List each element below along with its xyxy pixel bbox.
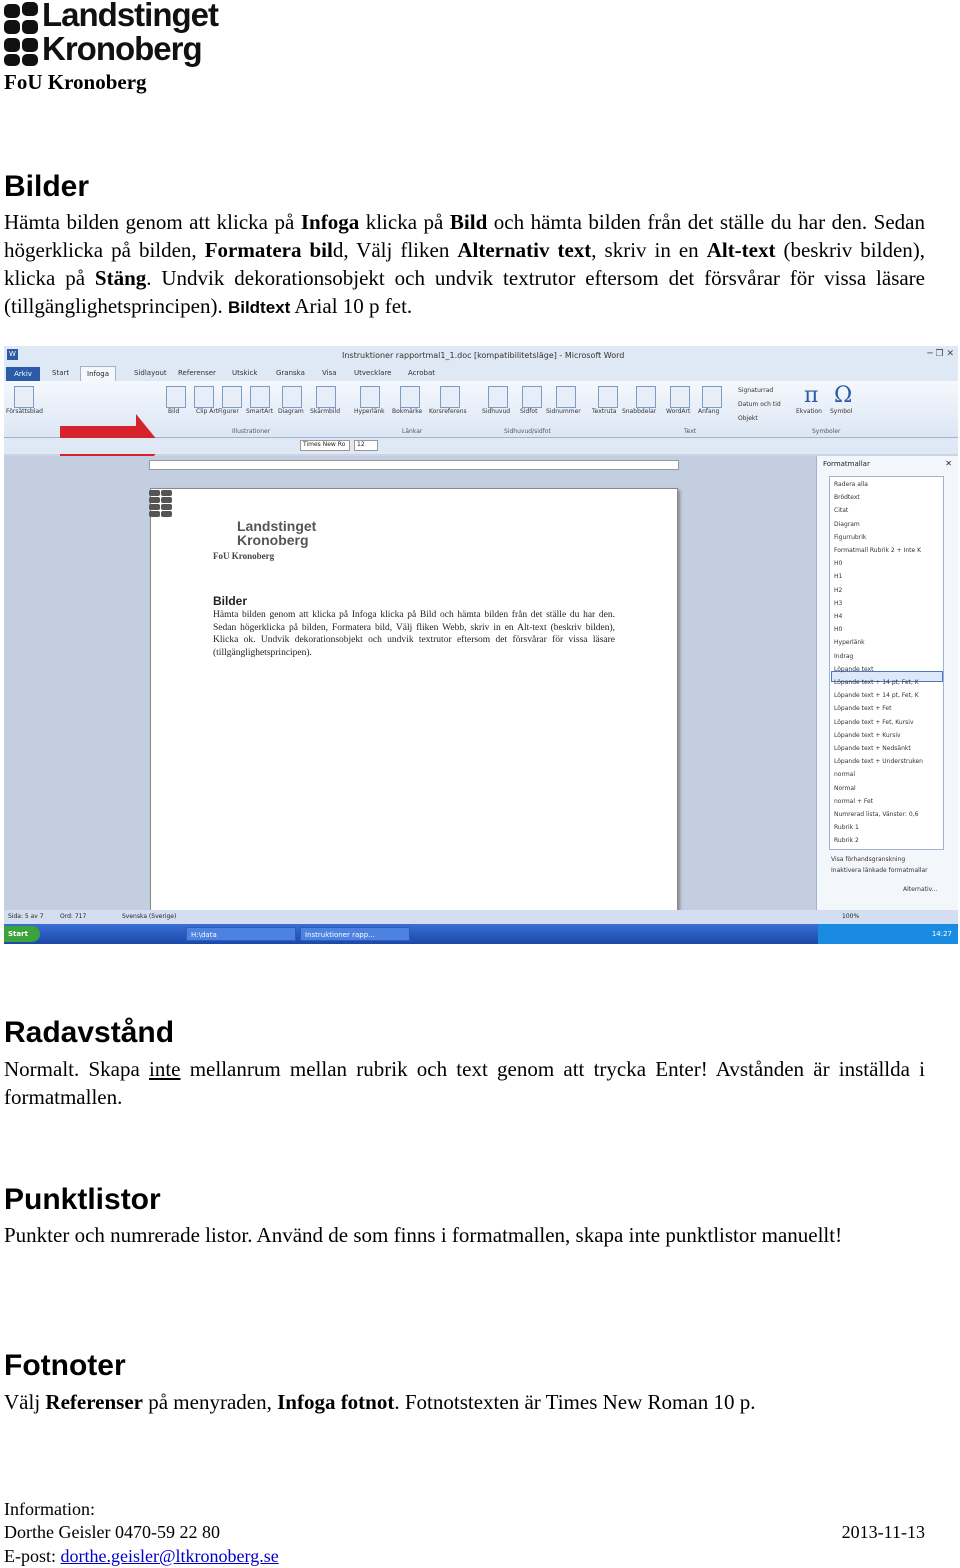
btn-snabbdelar[interactable]: Snabbdelar: [622, 408, 657, 415]
text: . Undvik dekorationsobjekt och undvik textrutor eftersom det försvårar för vissa läsare (tillgänglighetsprincipen).: [4, 266, 925, 318]
tab-sidlayout[interactable]: Sidlayout: [134, 369, 167, 377]
font-name-box[interactable]: Times New Ro: [300, 440, 350, 451]
footer-date: 2013-11-13: [841, 1522, 925, 1542]
header-icon: [488, 386, 508, 408]
radavstand-paragraph: [4, 1055, 925, 1111]
styles-pane: [816, 456, 958, 910]
heading-radavstand: Radavstånd: [4, 1016, 175, 1049]
quick-access-toolbar: [4, 438, 958, 454]
hyperlink-icon: [360, 386, 380, 408]
footer-info: Information:: [4, 1499, 95, 1519]
btn-diagram[interactable]: Diagram: [278, 408, 304, 415]
btn-sidnummer[interactable]: Sidnummer: [546, 408, 581, 415]
taskbar-item-word[interactable]: Instruktioner rapp...: [300, 927, 410, 941]
styles-pane-title: Formatmallar: [823, 460, 870, 468]
style-item[interactable]: Löpande text + Understruken: [834, 758, 923, 766]
btn-signaturrad[interactable]: Signaturrad: [738, 387, 774, 394]
style-item[interactable]: Citat: [834, 507, 849, 515]
bold-text: Bild: [449, 210, 488, 234]
tab-acrobat[interactable]: Acrobat: [408, 369, 435, 377]
options-link[interactable]: Alternativ...: [903, 886, 938, 893]
title-bar: [4, 346, 958, 366]
style-item[interactable]: Diagram: [834, 520, 860, 528]
style-item[interactable]: Rubrik 2: [834, 837, 859, 845]
text: , skriv in en: [591, 238, 707, 262]
btn-bokmarke[interactable]: Bokmärke: [392, 408, 423, 415]
bilder-paragraph: [4, 208, 925, 322]
text: Hämta bilden genom att klicka på: [4, 210, 301, 234]
text: på menyraden,: [142, 1390, 278, 1414]
style-item[interactable]: H2: [834, 586, 843, 594]
quickparts-icon: [636, 386, 656, 408]
btn-smartart[interactable]: SmartArt: [246, 408, 274, 415]
btn-ekvation[interactable]: Ekvation: [796, 408, 822, 415]
style-item[interactable]: Numrerad lista, Vänster: 0,6: [834, 811, 919, 818]
crossref-icon: [440, 386, 460, 408]
style-item[interactable]: Normal: [834, 784, 856, 792]
style-item[interactable]: Löpande text: [834, 665, 874, 673]
style-item[interactable]: Löpande text + 14 pt, Fet, K: [834, 692, 919, 700]
logo: [4, 2, 254, 70]
style-item[interactable]: Löpande text + Nedsänkt: [834, 745, 911, 752]
bold-text: Formatera bil: [204, 238, 333, 262]
clipart-icon: [194, 386, 214, 408]
text: Arial 10 p fet.: [290, 294, 413, 318]
tab-utskick[interactable]: Utskick: [232, 369, 258, 377]
btn-bild[interactable]: Bild: [168, 408, 180, 415]
style-item[interactable]: Formatmall Rubrik 2 + Inte K: [834, 547, 922, 554]
underlined-text: inte: [148, 1057, 181, 1081]
logo-mark-icon: [4, 2, 40, 68]
text: och hämta bilden från det ställe du har den. Sedan högerklicka på bilden,: [4, 210, 926, 262]
btn-forsattsblad[interactable]: Försättsblad: [6, 408, 43, 415]
org-name: FoU Kronoberg: [4, 70, 147, 94]
group-symboler: Symboler: [812, 428, 841, 435]
taskbar-clock: 14:27: [818, 924, 958, 944]
group-lankar: Länkar: [402, 428, 423, 435]
status-page: Sida: 5 av 7: [8, 913, 44, 920]
footer-icon: [522, 386, 542, 408]
mini-logo-mark-icon: [149, 490, 173, 518]
tab-referenser[interactable]: Referenser: [178, 369, 216, 377]
style-item[interactable]: Löpande text + 14 pt, Fet, K: [834, 679, 919, 686]
btn-sidhuvud[interactable]: Sidhuvud: [482, 408, 511, 415]
shapes-icon: [222, 386, 242, 408]
style-item[interactable]: Indrag: [834, 652, 854, 660]
taskbar-item-data[interactable]: H:\data: [186, 927, 296, 941]
start-button[interactable]: Start: [4, 926, 40, 942]
text: d, Välj fliken: [332, 238, 458, 262]
wordart-icon: [670, 386, 690, 408]
bookmark-icon: [400, 386, 420, 408]
style-item[interactable]: H0: [834, 626, 843, 634]
fotnoter-paragraph: [4, 1388, 925, 1416]
textbox-icon: [598, 386, 618, 408]
smartart-icon: [250, 386, 270, 408]
status-words: Ord: 717: [60, 913, 87, 920]
style-item[interactable]: normal + Fet: [834, 797, 874, 805]
status-zoom: 100%: [842, 913, 860, 920]
window-title: Instruktioner rapportmal1_1.doc [kompatibilitetsläge] - Microsoft Word: [342, 351, 625, 360]
chart-icon: [282, 386, 302, 408]
mini-logo-text: [237, 519, 316, 547]
bold-text: Infoga fotnot: [277, 1390, 395, 1414]
btn-clipart[interactable]: Clip Art: [196, 408, 219, 415]
style-item[interactable]: H3: [834, 599, 843, 607]
ribbon: [4, 381, 958, 438]
style-item[interactable]: Hyperlänk: [834, 639, 865, 647]
btn-symbol[interactable]: Symbol: [830, 408, 853, 415]
footer-email: [4, 1545, 279, 1567]
status-language: Svenska (Sverige): [122, 913, 177, 920]
heading-fotnoter: Fotnoter: [4, 1349, 126, 1382]
opt-preview[interactable]: Visa förhandsgranskning: [831, 856, 906, 863]
styles-list: [829, 476, 944, 850]
style-item[interactable]: Rubrik 1: [834, 824, 859, 832]
text: klicka på: [359, 210, 450, 234]
mini-heading: Bilder: [213, 594, 248, 608]
screenshot-icon: [316, 386, 336, 408]
style-item[interactable]: Figurrubrik: [834, 533, 867, 541]
text: Välj: [4, 1390, 46, 1414]
btn-anfang[interactable]: Anfang: [698, 408, 720, 415]
text: Normalt. Skapa: [4, 1057, 149, 1081]
btn-datum[interactable]: Datum och tid: [738, 401, 781, 408]
btn-hyperlank[interactable]: Hyperlänk: [354, 408, 385, 415]
style-item[interactable]: Löpande text + Fet: [834, 705, 892, 713]
mini-org: FoU Kronoberg: [213, 551, 275, 561]
text: mellanrum mellan rubrik och text genom att trycka Enter! Avstånden är inställda i formatmallen.: [4, 1057, 925, 1109]
btn-wordart[interactable]: WordArt: [666, 408, 691, 415]
taskbar: [4, 924, 958, 944]
bold-text: Referenser: [45, 1390, 143, 1414]
tab-granska[interactable]: Granska: [276, 369, 305, 377]
close-icon[interactable]: ✕: [945, 459, 952, 468]
group-illustrationer: Illustrationer: [232, 428, 271, 435]
mini-logo-line1: Landstinget: [237, 518, 317, 534]
bold-text: Alt-text: [706, 238, 776, 262]
ruler: [149, 460, 679, 470]
bold-text: Alternativ text: [457, 238, 592, 262]
style-item[interactable]: Radera alla: [834, 481, 868, 488]
email-label: E-post:: [4, 1546, 61, 1566]
word-screenshot: [4, 346, 958, 944]
arial-bold-text: Bildtext: [227, 298, 291, 317]
style-item[interactable]: Löpande text + Fet, Kursiv: [834, 718, 914, 726]
btn-sidfot[interactable]: Sidfot: [520, 408, 538, 415]
symbol-icon: Ω: [834, 383, 853, 408]
heading-punktlistor: Punktlistor: [4, 1183, 161, 1216]
tab-infoga[interactable]: Infoga: [80, 366, 116, 382]
dropcap-icon: [702, 386, 722, 408]
text: (beskriv bilden), klicka på: [4, 238, 926, 290]
email-link[interactable]: dorthe.geisler@ltkronoberg.se: [60, 1546, 279, 1566]
btn-objekt[interactable]: Objekt: [738, 415, 758, 422]
btn-figurer[interactable]: Figurer: [218, 408, 239, 415]
tab-utvecklare[interactable]: Utvecklare: [354, 369, 392, 377]
group-sidhuvud: Sidhuvud/sidfot: [504, 428, 551, 435]
text: . Fotnotstexten är Times New Roman 10 p.: [394, 1390, 756, 1414]
document-page[interactable]: [150, 488, 678, 913]
tab-start[interactable]: Start: [52, 369, 70, 377]
style-item[interactable]: H1: [834, 573, 843, 581]
window-controls[interactable]: ─ ❐ ✕: [927, 349, 954, 359]
style-item[interactable]: Brödtext: [834, 494, 860, 502]
tab-file[interactable]: Arkiv: [6, 367, 40, 381]
group-text: Text: [684, 428, 697, 435]
btn-korsreferens[interactable]: Korsreferens: [429, 408, 467, 415]
word-icon: W: [7, 349, 18, 360]
btn-textruta[interactable]: Textruta: [592, 408, 617, 415]
opt-disable-linked[interactable]: Inaktivera länkade formatmallar: [831, 867, 928, 874]
btn-skarmbild[interactable]: Skärmbild: [310, 408, 341, 415]
heading-bilder: Bilder: [4, 170, 90, 203]
font-size-box[interactable]: 12: [354, 440, 378, 451]
style-item[interactable]: Löpande text + Kursiv: [834, 731, 901, 739]
mini-logo-line2: Kronoberg: [237, 532, 309, 548]
equation-icon: π: [804, 383, 819, 408]
bold-text: Stäng: [94, 266, 147, 290]
page-number-icon: [556, 386, 576, 408]
bold-text: Infoga: [300, 210, 360, 234]
picture-icon: [166, 386, 186, 408]
cover-page-icon: [14, 386, 34, 408]
status-bar: [4, 910, 958, 924]
style-item[interactable]: H0: [834, 560, 843, 568]
punktlistor-paragraph: Punkter och numrerade listor. Använd de som finns i formatmallen, skapa inte punktlistor manuellt!: [4, 1223, 843, 1247]
logo-line1: Landstinget: [42, 0, 218, 33]
style-item[interactable]: H4: [834, 613, 843, 620]
logo-text: [42, 0, 218, 66]
tab-visa[interactable]: Visa: [322, 369, 337, 377]
footer-contact: Dorthe Geisler 0470-59 22 80: [4, 1522, 220, 1542]
ribbon-tabs: [4, 366, 958, 381]
style-item[interactable]: normal: [834, 771, 856, 779]
mini-paragraph: Hämta bilden genom att klicka på Infoga klicka på Bild och hämta bilden från det ställe du har den. Sedan högerklicka på bilden, Formatera bild, Välj fliken Webb, skriv in en Alt-text (beskriv bilden), Klicka ok. Undvik dekorationsobjekt och undvik textrutor eftersom det försvårar för vissa läsare (tillgänglighetsprincipen).: [213, 610, 615, 658]
logo-line2: Kronoberg: [42, 30, 202, 67]
